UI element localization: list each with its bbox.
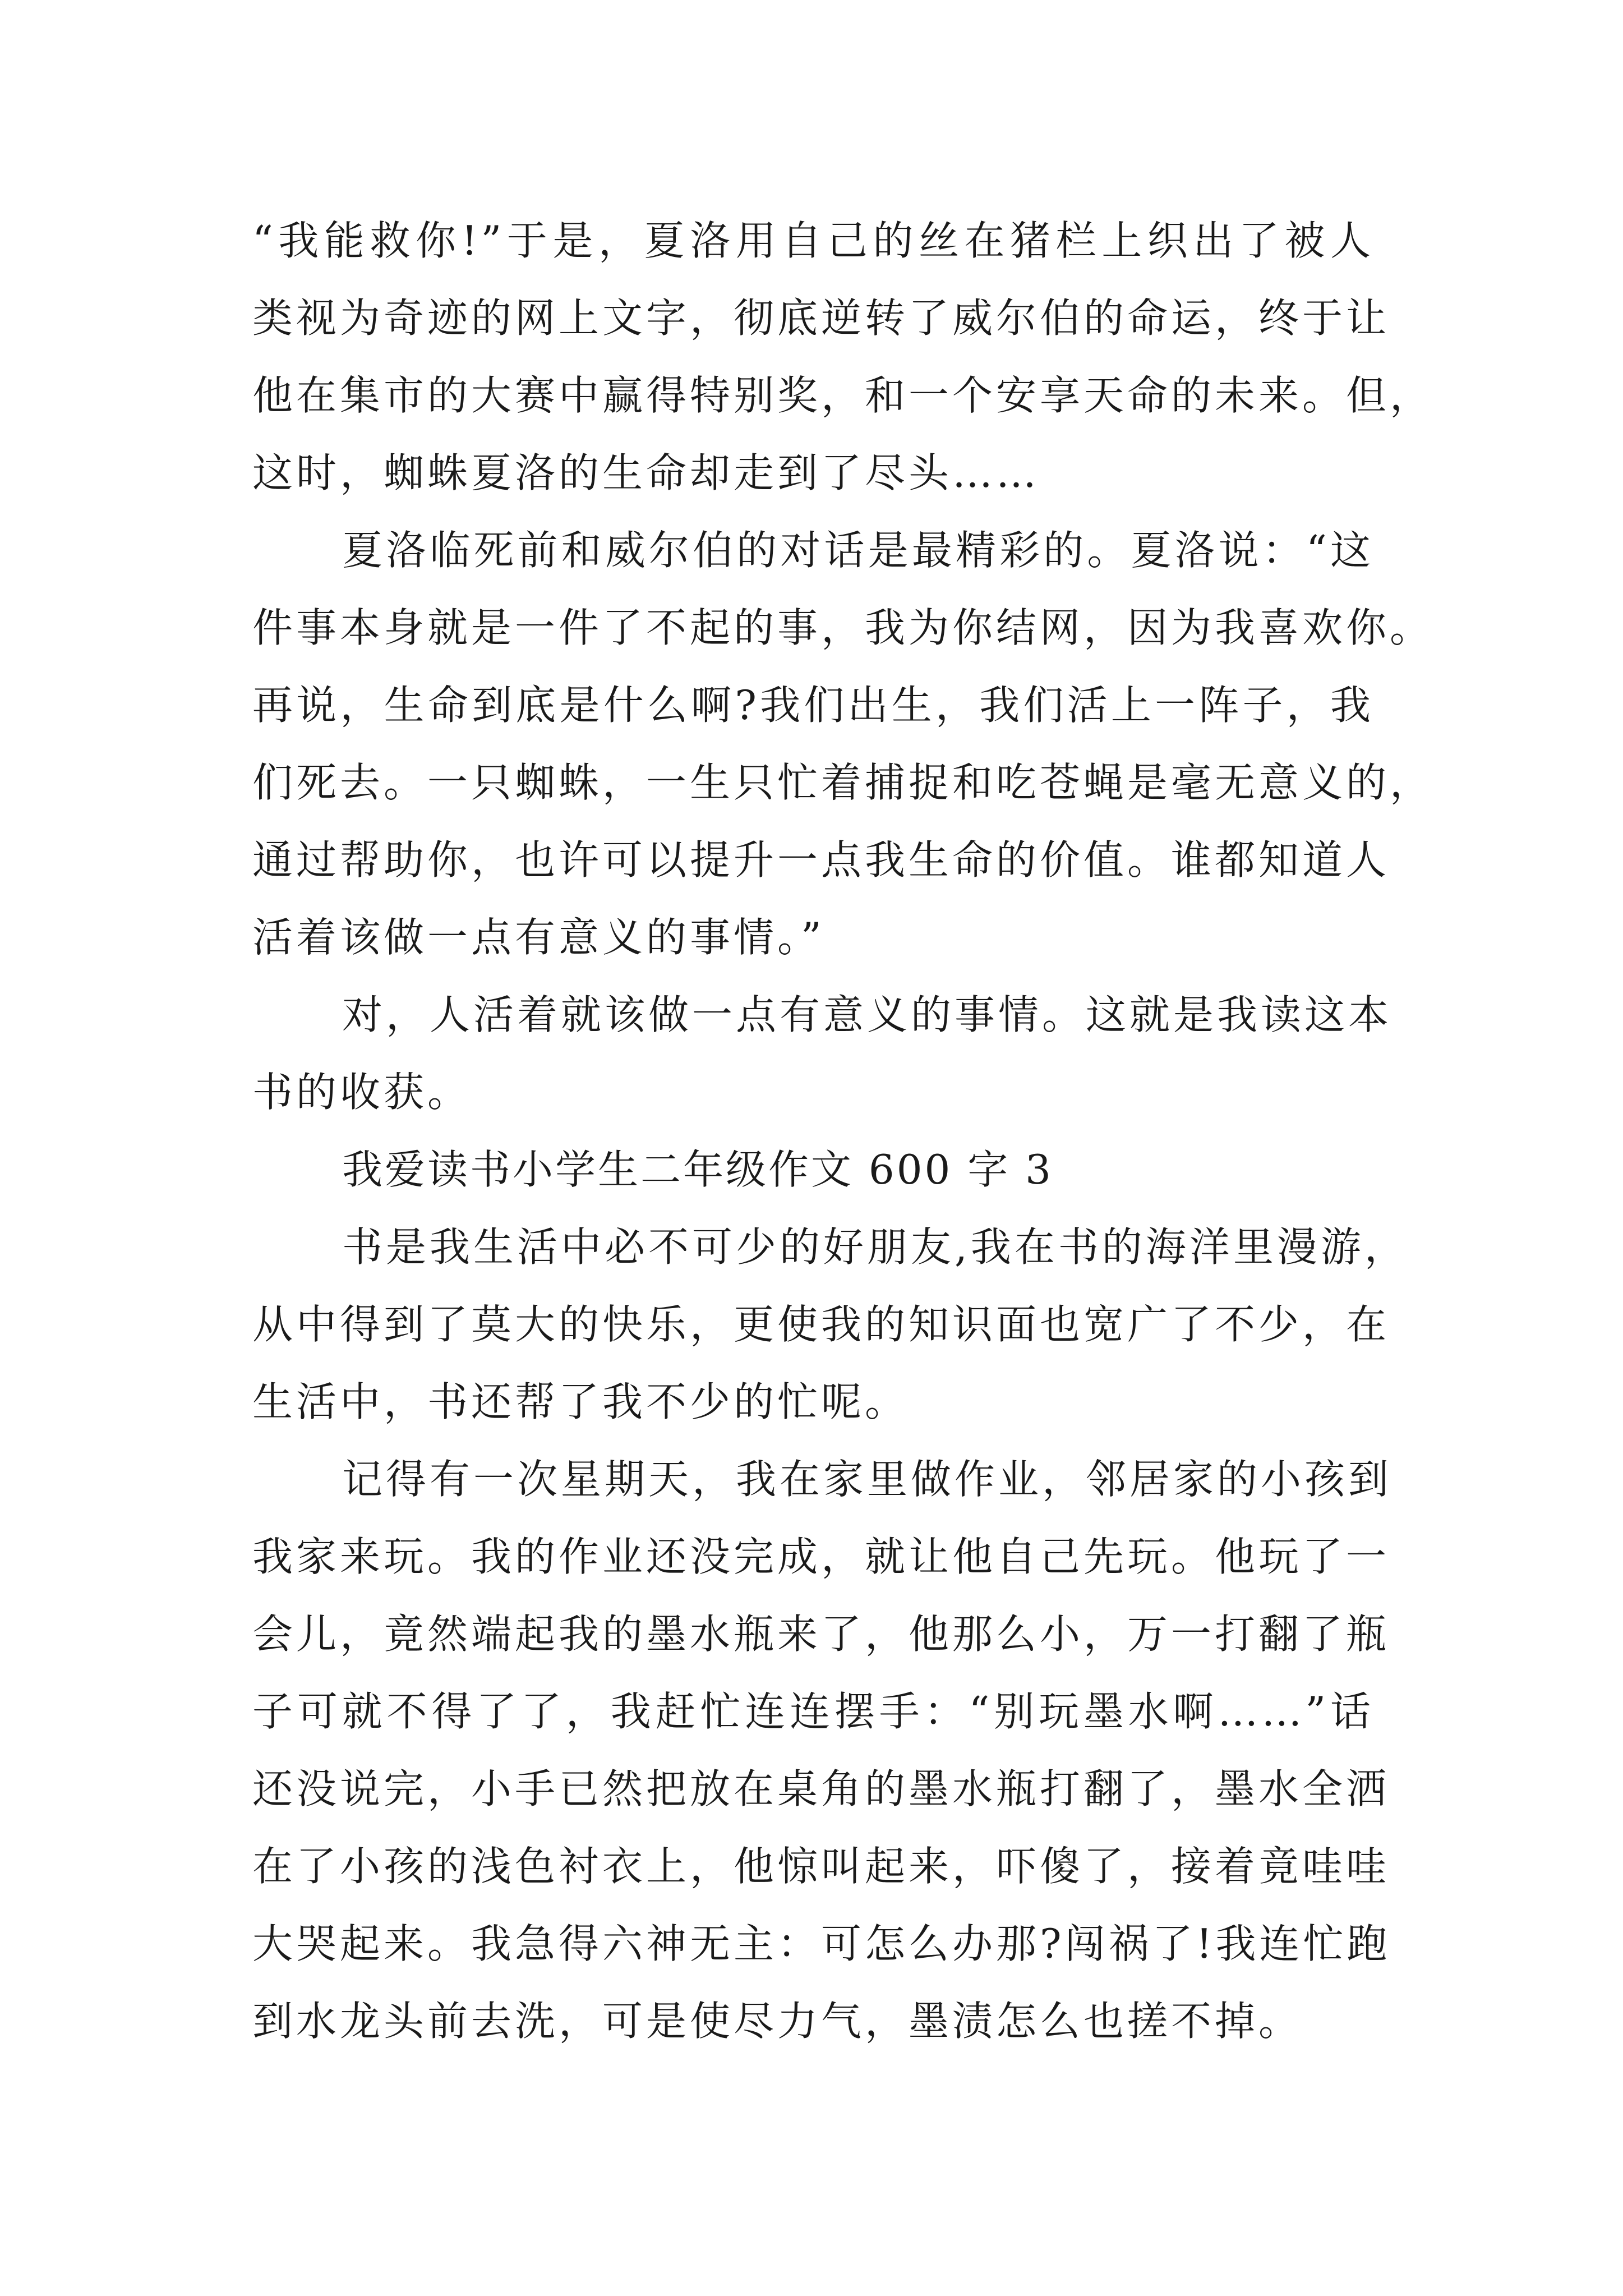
text-line: 大哭起来。我急得六神无主：可怎么办那?闯祸了!我连忙跑	[252, 1920, 1391, 1967]
text-line: “我能救你!”于是，夏洛用自己的丝在猪栏上织出了被人	[252, 217, 1374, 264]
text-line: 在了小孩的浅色衬衣上，他惊叫起来，吓傻了，接着竟哇哇	[252, 1843, 1390, 1890]
text-line: 们死去。一只蜘蛛，一生只忙着捕捉和吃苍蝇是毫无意义的，	[252, 759, 1434, 806]
text-line: 子可就不得了了，我赶忙连连摆手：“别玩墨水啊……”话	[252, 1688, 1374, 1735]
text-line: 他在集市的大赛中赢得特别奖，和一个安享天命的未来。但，	[252, 372, 1434, 419]
text-line: 通过帮助你，也许可以提升一点我生命的价值。谁都知道人	[252, 836, 1390, 884]
text-line: 活着该做一点有意义的事情。”	[252, 914, 825, 961]
text-line: 从中得到了莫大的快乐，更使我的知识面也宽广了不少，在	[252, 1301, 1390, 1348]
text-line: 到水龙头前去洗，可是使尽力气，墨渍怎么也搓不掉。	[252, 1998, 1303, 2045]
section-heading: 我爱读书小学生二年级作文 600 字 3	[342, 1146, 1053, 1193]
paragraph-first-line: 记得有一次星期天，我在家里做作业，邻居家的小孩到	[342, 1456, 1393, 1503]
text-line: 生活中，书还帮了我不少的忙呢。	[252, 1378, 909, 1425]
text-line: 再说，生命到底是什么啊?我们出生，我们活上一阵子，我	[252, 682, 1374, 729]
text-line: 书的收获。	[252, 1069, 472, 1116]
text-line: 还没说完，小手已然把放在桌角的墨水瓶打翻了，墨水全洒	[252, 1765, 1390, 1812]
paragraph-first-line: 对，人活着就该做一点有意义的事情。这就是我读这本	[342, 991, 1393, 1038]
text-line: 会儿，竟然端起我的墨水瓶来了，他那么小，万一打翻了瓶	[252, 1611, 1390, 1658]
text-line: 我家来玩。我的作业还没完成，就让他自己先玩。他玩了一	[252, 1533, 1390, 1580]
paragraph-first-line: 夏洛临死前和威尔伯的对话是最精彩的。夏洛说：“这	[342, 527, 1374, 574]
text-line: 件事本身就是一件了不起的事，我为你结网，因为我喜欢你。	[252, 604, 1434, 651]
text-line: 类视为奇迹的网上文字，彻底逆转了威尔伯的命运，终于让	[252, 295, 1390, 342]
text-line: 这时，蜘蛛夏洛的生命却走到了尽头……	[252, 449, 1040, 496]
paragraph-first-line: 书是我生活中必不可少的好朋友,我在书的海洋里漫游，	[342, 1223, 1408, 1271]
document-body	[252, 202, 1434, 2060]
